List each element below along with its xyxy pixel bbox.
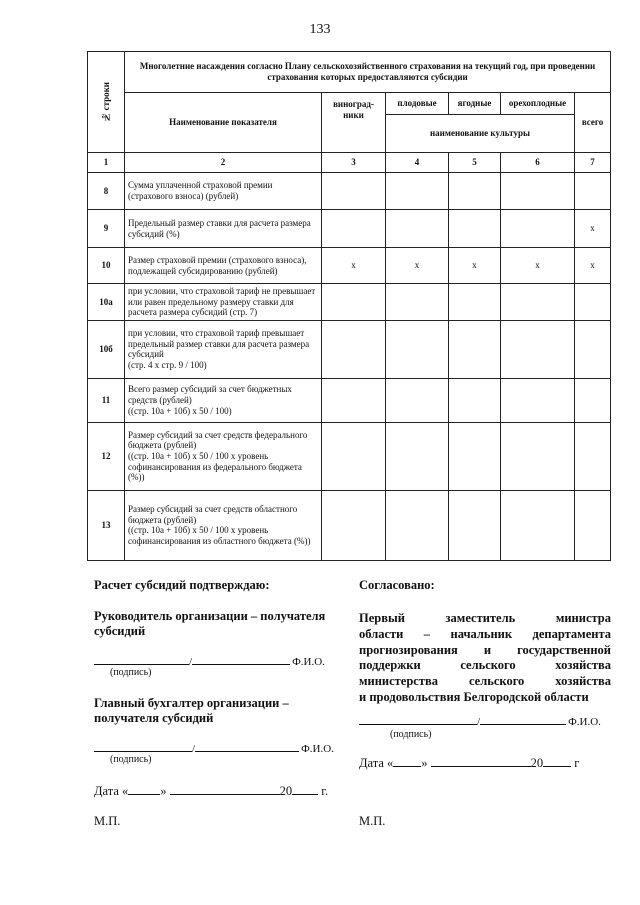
table-title: Многолетние насаждения согласно Плану сельскохозяйственного страхования на текущий год, при проведении страхования которых предоставляются субсидии [125,52,611,93]
crop-header-0: виноград- ники [322,93,386,153]
value-cell [322,210,386,248]
right-stamp: М.П. [359,814,386,828]
row-label: Размер субсидий за счет средств федерального бюджета (рублей) ((стр. 10а + 10б) х 50 / 100 х уровень софинансирования из федерального бюджета (%)) [125,422,322,490]
value-cell [322,490,386,560]
value-cell: x [501,248,575,284]
value-cell [575,378,611,422]
row-label: Сумма уплаченной страховой премии (страхового взноса) (рублей) [125,173,322,210]
culture-name-header: наименование культуры [386,115,575,153]
indicator-header: Наименование показателя [125,93,322,153]
value-cell [575,320,611,378]
value-cell [501,378,575,422]
row-number-header: № строки [88,52,125,153]
value-cell [322,173,386,210]
value-cell [449,378,501,422]
row-number: 10 [88,248,125,284]
row-number: 13 [88,490,125,560]
value-cell [322,320,386,378]
value-cell [449,173,501,210]
value-cell [322,284,386,321]
column-numbers-row [88,153,611,173]
value-cell: x [575,210,611,248]
table-row [88,248,611,284]
value-cell [501,284,575,321]
accountant-title: Главный бухгалтер организации – получателя субсидий [94,696,289,725]
value-cell [449,210,501,248]
value-cell [575,490,611,560]
column-number: 3 [322,153,386,173]
crop-header-2: ягодные [449,93,501,115]
crop-header-1: плодовые [386,93,449,115]
left-stamp: М.П. [94,814,121,828]
value-cell [386,422,449,490]
value-cell [575,422,611,490]
value-cell [386,210,449,248]
row-number: 10б [88,320,125,378]
value-cell [575,173,611,210]
value-cell [386,490,449,560]
row-label: при условии, что страховой тариф превышает предельный размер ставки для расчета размера субсидий (стр. 4 х стр. 9 / 100) [125,320,322,378]
value-cell [575,284,611,321]
value-cell [386,378,449,422]
row-number: 10а [88,284,125,321]
value-cell [322,378,386,422]
table-row [88,378,611,422]
row-label: Размер субсидий за счет средств областного бюджета (рублей) ((стр. 10а + 10б) х 50 / 100 х уровень софинансирования из областного бюджета (%)) [125,490,322,560]
column-number: 7 [575,153,611,173]
crop-header-3: орехоплодные [501,93,575,115]
value-cell [501,173,575,210]
value-cell [449,422,501,490]
column-number: 6 [501,153,575,173]
column-number: 1 [88,153,125,173]
value-cell [501,210,575,248]
row-label: при условии, что страховой тариф не превышает или равен предельному размеру ставки для расчета размера субсидий (стр. 7) [125,284,322,321]
table-row [88,490,611,560]
total-header: всего [575,93,611,153]
head-title: Руководитель организации – получателя субсидий [94,609,326,638]
row-label: Предельный размер ставки для расчета размера субсидий (%) [125,210,322,248]
confirm-heading: Расчет субсидий подтверждаю: [94,578,270,592]
table-row [88,210,611,248]
head-signature-caption: (подпись) [110,667,152,678]
value-cell [386,173,449,210]
value-cell [501,422,575,490]
value-cell [449,490,501,560]
value-cell: x [449,248,501,284]
table-row [88,173,611,210]
value-cell: x [575,248,611,284]
value-cell [449,320,501,378]
row-label: Всего размер субсидий за счет бюджетных средств (рублей) ((стр. 10а + 10б) х 50 / 100) [125,378,322,422]
accountant-signature-caption: (подпись) [110,754,152,765]
row-number: 9 [88,210,125,248]
row-number: 12 [88,422,125,490]
agreed-heading: Согласовано: [359,578,435,592]
value-cell [386,284,449,321]
value-cell [449,284,501,321]
row-label: Размер страховой премии (страхового взноса), подлежащей субсидированию (рублей) [125,248,322,284]
left-date: Дата « » 20 г. [94,784,329,798]
accountant-signature-line: / Ф.И.О. [94,741,334,755]
value-cell: x [322,248,386,284]
column-number: 5 [449,153,501,173]
row-number: 8 [88,173,125,210]
head-signature-line: / Ф.И.О. [94,654,334,668]
approver-signature-line: / Ф.И.О. [359,714,609,728]
page-number: 133 [309,22,331,37]
approver-position: Первый заместитель министра области – начальник департамента прогнозирования и государственной поддержки сельского хозяйства министерства сельского хозяйства и продовольствия Белгородской области [359,611,611,704]
value-cell: x [386,248,449,284]
row-number: 11 [88,378,125,422]
value-cell [322,422,386,490]
approver-signature-caption: (подпись) [390,729,432,740]
right-date: Дата « » 20 г [359,756,580,770]
value-cell [386,320,449,378]
subsidy-table [87,51,611,561]
value-cell [501,320,575,378]
table-row [88,422,611,490]
table-row [88,320,611,378]
column-number: 2 [125,153,322,173]
value-cell [501,490,575,560]
column-number: 4 [386,153,449,173]
table-row [88,284,611,321]
